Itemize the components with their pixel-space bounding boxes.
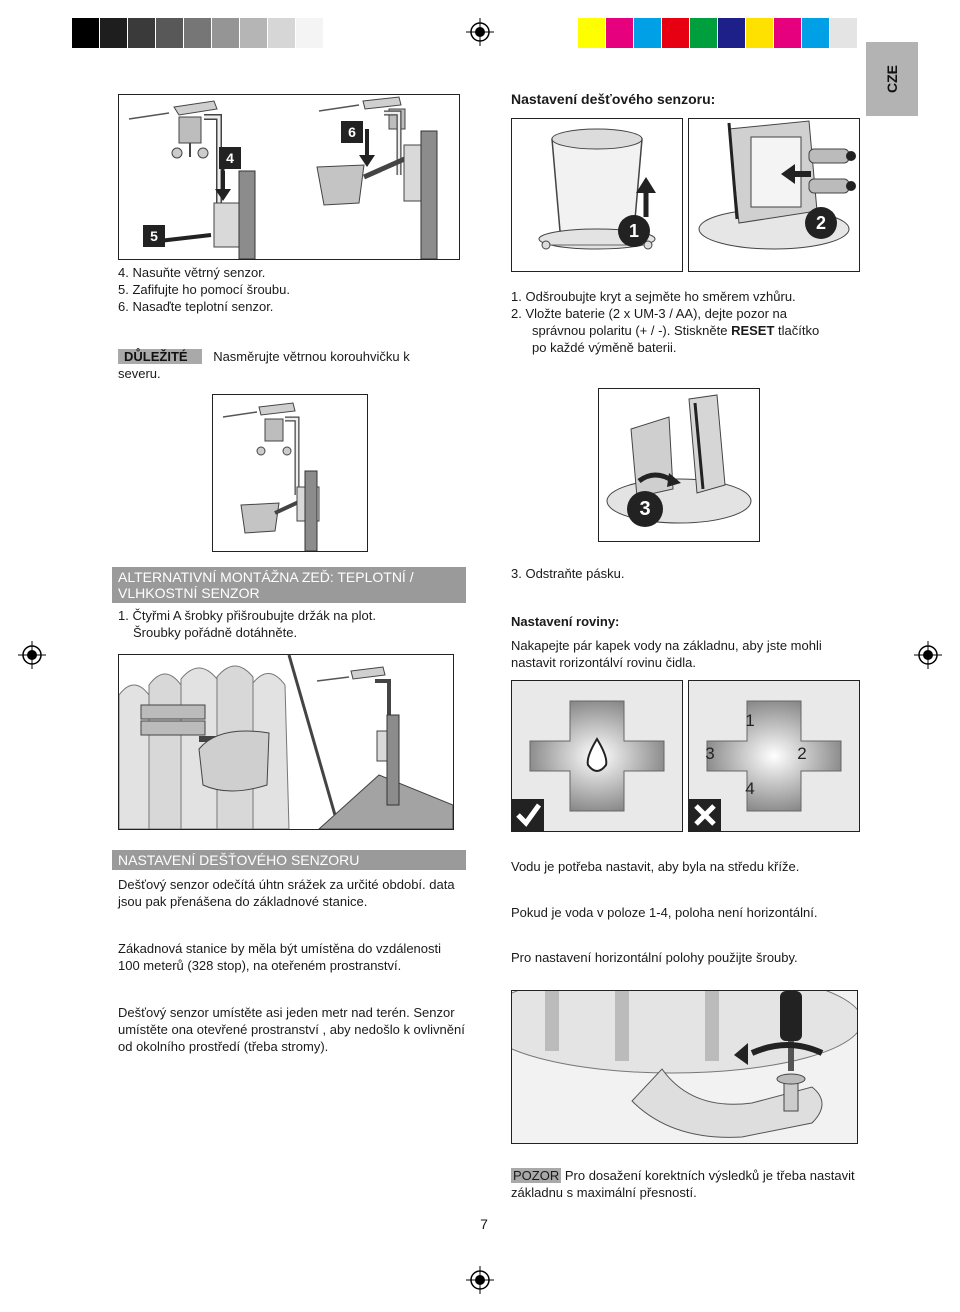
step-badge-2: 2 (805, 207, 837, 239)
gray-swatch (128, 18, 155, 48)
wind-sensor-steps (118, 264, 458, 315)
rain-step-2-line2: správnou polaritu (+ / -). Stiskněte RESET tlačítko (532, 323, 820, 338)
level-correct-figure (511, 680, 683, 832)
level-position-2: 2 (797, 744, 807, 763)
rain-sensor-steps (511, 288, 856, 356)
rain-gauge-cover-figure (511, 118, 683, 272)
step-badge-6: 6 (341, 121, 363, 143)
step-badge-3: 3 (627, 491, 663, 527)
remove-tape-step: 3. Odstraňte pásku. (511, 566, 625, 581)
rain-step-2-line1: 2. Vložte baterie (2 x UM-3 / AA), dejte pozor na (511, 306, 788, 321)
gray-swatch (156, 18, 183, 48)
caution-text: Pro dosažení korektních výsledků je třeba nastavit základnu s maximální přesností. (511, 1168, 855, 1200)
step-badge-5: 5 (143, 225, 165, 247)
level-screws-text: Pro nastavení horizontální polohy použijte šrouby. (511, 950, 798, 965)
step-badge-1: 1 (618, 215, 650, 247)
color-swatch (578, 18, 605, 48)
alt-step-1-line2: Šroubky pořádně dotáhněte. (133, 625, 298, 640)
rain-step-1: 1. Odšroubujte kryt a sejměte ho směrem vzhůru. (511, 289, 796, 304)
registration-mark-top (466, 18, 494, 46)
step-5-text: 5. Zafifujte ho pomocí šroubu. (118, 282, 290, 297)
important-text-line1: Nasměrujte větrnou korouhvičku k (213, 349, 410, 364)
gray-swatch (72, 18, 99, 48)
level-setup-text: Nakapejte pár kapek vody na základnu, aby jste mohli nastavit rorizontálví rovinu čidla. (511, 638, 822, 670)
important-text-line2: severu. (118, 366, 161, 381)
fence-mount-figure (118, 654, 454, 830)
step-4-text: 4. Nasuňte větrný senzor. (118, 265, 266, 280)
registration-mark-left (18, 641, 46, 669)
color-swatch (718, 18, 745, 48)
step-6-text: 6. Nasaďte teplotní senzor. (118, 299, 274, 314)
gray-swatch (240, 18, 267, 48)
registration-mark-right (914, 641, 942, 669)
level-center-text: Vodu je potřeba nastavit, aby byla na středu kříže. (511, 859, 800, 874)
alt-mount-header: ALTERNATIVNÍ MONTÁŽNA ZEĎ: TEPLOTNÍ / VLHKOSTNÍ SENZOR (112, 567, 466, 603)
gray-swatch (268, 18, 295, 48)
color-swatch (606, 18, 633, 48)
alt-mount-steps (118, 607, 458, 641)
step-badge-4: 4 (219, 147, 241, 169)
rain-sensor-paragraph-2: Zákadnová stanice by měla být umístěna do vzdálenosti 100 meterů (328 stop), na oteřeném prostranství. (118, 941, 442, 973)
temp-sensor-figure (212, 394, 368, 552)
color-swatch (746, 18, 773, 48)
language-tab-label: CZE (884, 65, 900, 93)
alt-step-1-line1: 1. Čtyřmi A šrobky přišroubujte držák na plot. (118, 608, 376, 623)
color-swatch (774, 18, 801, 48)
level-position-4: 4 (745, 779, 755, 798)
gray-swatch (184, 18, 211, 48)
level-not-horizontal-text: Pokud je voda v poloze 1-4, poloha není horizontální. (511, 905, 818, 920)
color-swatch (662, 18, 689, 48)
page-number: 7 (480, 1216, 488, 1232)
language-tab (866, 42, 918, 116)
level-position-3: 3 (705, 744, 715, 763)
color-swatch (802, 18, 829, 48)
wind-sensor-mount-figure (118, 94, 460, 260)
gray-swatch (296, 18, 323, 48)
reset-label: RESET (731, 323, 775, 338)
color-swatch (634, 18, 661, 48)
rain-sensor-setup-title: Nastavení dešťového senzoru: (511, 91, 716, 107)
screw-adjust-figure (511, 990, 858, 1144)
important-label: DŮLEŽITÉ (118, 349, 202, 364)
color-swatch (830, 18, 857, 48)
color-swatch (690, 18, 717, 48)
registration-mark-bottom (466, 1266, 494, 1294)
remove-tape-figure (598, 388, 760, 542)
rain-step-2-line3: po každé výměně baterii. (532, 340, 677, 355)
caution-label: POZOR (513, 1168, 560, 1183)
gray-swatch (212, 18, 239, 48)
rain-sensor-paragraph-3: Dešťový senzor umístěte asi jeden metr nad terén. Senzor umístěte ona otevřené prostranství , aby nedošlo k ovlivnění od okolního prostředí (třeba stromy). (118, 1005, 465, 1054)
rain-gauge-battery-figure (688, 118, 860, 272)
rain-sensor-paragraph-1: Dešťový senzor odečítá úhtn srážek za určité období. data jsou pak přenášena do základnové stanice. (118, 877, 455, 909)
level-position-1: 1 (745, 711, 755, 730)
rain-sensor-header: NASTAVENÍ DEŠŤOVÉHO SENZORU (112, 850, 466, 870)
caution-note (511, 1167, 891, 1201)
level-incorrect-figure (688, 680, 860, 832)
important-note (118, 348, 458, 382)
level-setup-title: Nastavení roviny: (511, 614, 620, 629)
gray-swatch (100, 18, 127, 48)
